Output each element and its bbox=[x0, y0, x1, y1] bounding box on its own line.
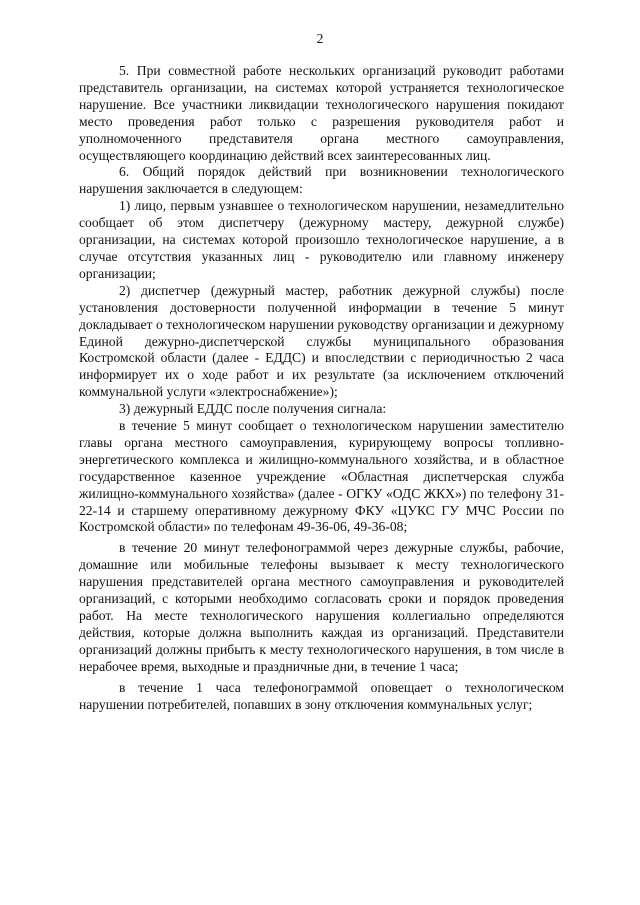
paragraph-6-item-3-step-3: в течение 1 часа телефонограммой оповещает о технологическом нарушении потребителей, попавших в зону отключения коммунальных услуг; bbox=[79, 679, 564, 712]
document-body bbox=[79, 63, 564, 713]
paragraph-6-item-3: 3) дежурный ЕДДС после получения сигнала: bbox=[119, 401, 387, 417]
paragraph-6-item-1: 1) лицо, первым узнавшее о технологическом нарушении, незамедлительно сообщает об этом диспетчеру (дежурному мастеру, дежурной службе) организации, на системах которой произошло технологическое нарушение, а в случае отсутствия указанных лиц - руководителю или главному инженеру организации; bbox=[79, 198, 564, 281]
paragraph-6-item-3-step-1: в течение 5 минут сообщает о технологическом нарушении заместителю главы органа местного самоуправления, курирующему вопросы топливно-энергетического комплекса и жилищно-коммунального хозяйства, и в областное государственное казенное учреждение «Областная диспетчерская служба жилищно-коммунального хозяйства» (далее - ОГКУ «ОДС ЖКХ») по телефону 31-22-14 и старшему оперативному дежурному ФКУ «ЦУКС ГУ МЧС России по Костромской области» по телефонам 49-36-06, 49-36-08; bbox=[79, 418, 564, 535]
paragraph-5: 5. При совместной работе нескольких организаций руководит работами представитель организации, на системах которой устраняется технологическое нарушение. Все участники ликвидации технологического нарушения покидают место проведения работ только с разрешения руководителя работ и уполномоченного представителя органа местного самоуправления, осуществляющего координацию действий всех заинтересованных лиц. bbox=[79, 63, 564, 163]
paragraph-6-item-2: 2) диспетчер (дежурный мастер, работник дежурной службы) после установления достоверности полученной информации в течение 5 минут докладывает о технологическом нарушении руководству организации и дежурному Единой дежурно-диспетчерской службы муниципального образования Костромской области (далее - ЕДДС) и впоследствии с периодичностью 2 часа информирует их о ходе работ и их результате (за исключением отключений коммунальной услуги «электроснабжение»); bbox=[79, 282, 564, 400]
paragraph-6: 6. Общий порядок действий при возникновении технологического нарушения заключается в следующем: bbox=[79, 164, 564, 197]
page-number: 2 bbox=[316, 31, 324, 46]
paragraph-6-item-3-step-2: в течение 20 минут телефонограммой через дежурные службы, рабочие, домашние или мобильные телефоны вызывает к месту технологического нарушения представителей органа местного самоуправления и руководителей организаций, с которыми необходимо согласовать сроки и порядок проведения работ. На месте технологического нарушения коллегиально определяются действия, которые должна выполнить каждая из организаций. Представители организаций должны прибыть к месту технологического нарушения, в том числе в нерабочее время, выходные и праздничные дни, в течение 1 часа; bbox=[79, 540, 564, 674]
